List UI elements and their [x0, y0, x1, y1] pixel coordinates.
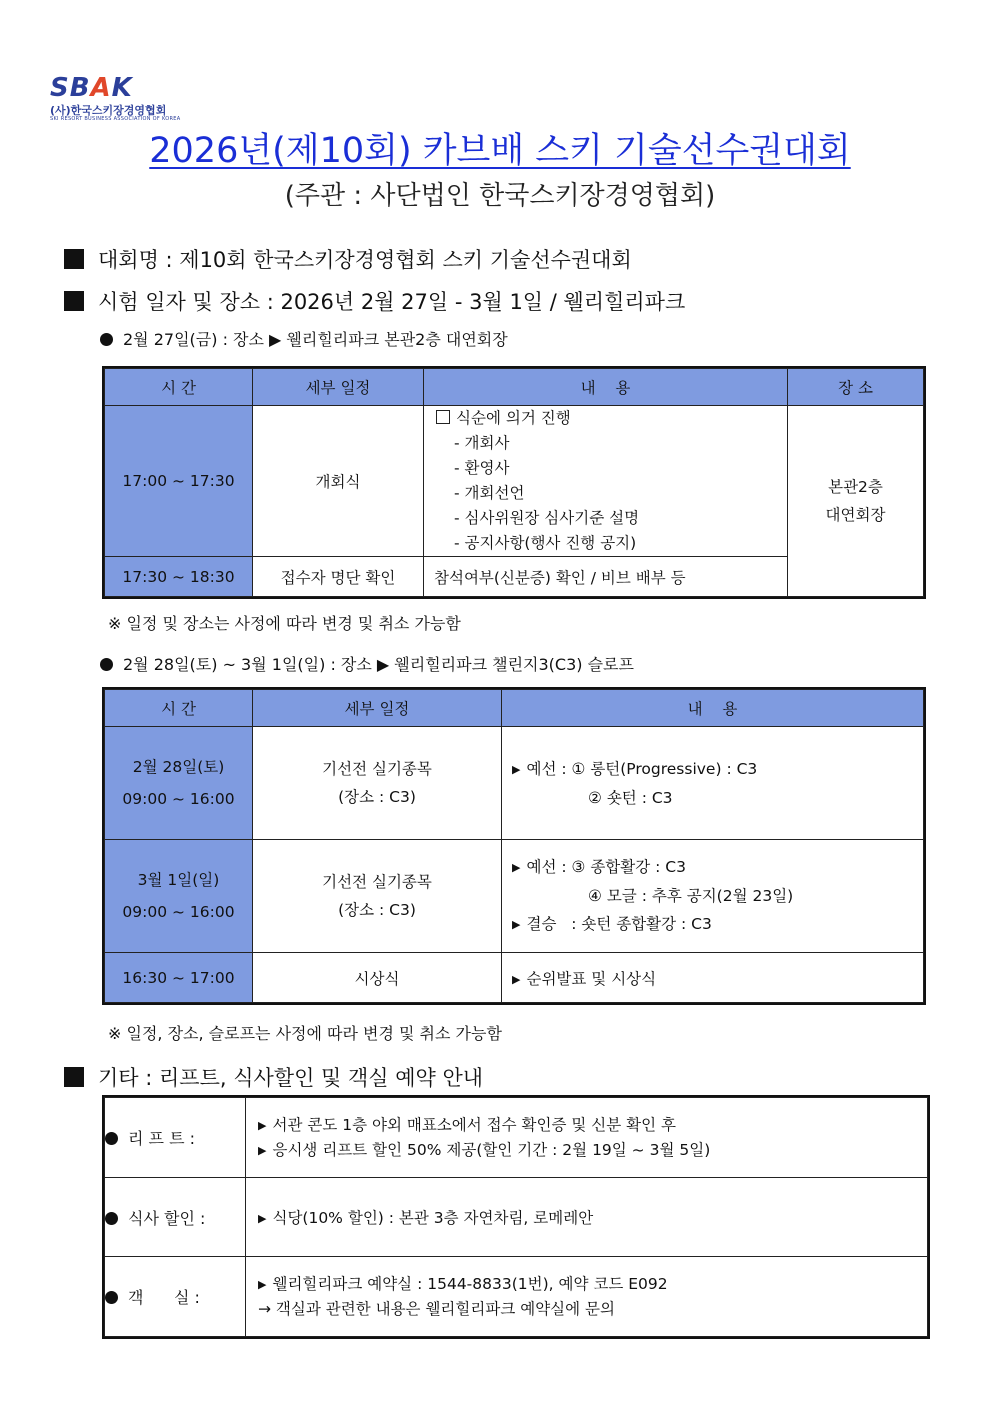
day1-note: ※ 일정 및 장소는 사정에 따라 변경 및 취소 가능함	[108, 614, 461, 633]
triangle-arrow-icon: ▶	[512, 762, 521, 776]
label-text: 리 프 트 :	[105, 1129, 195, 1148]
label-cell	[105, 1178, 246, 1257]
logo-korean-name: (사)한국스키장경영협회	[50, 104, 167, 117]
time-cell: 17:00 ~ 17:30	[105, 406, 253, 557]
day2-schedule-table	[104, 689, 924, 1003]
table-row	[105, 840, 924, 953]
time-cell	[105, 727, 253, 840]
content-cell	[502, 727, 924, 840]
logo-english-name: SKI RESORT BUSINESS ASSOCIATION OF KOREA	[50, 116, 181, 122]
content-line: ▶ 예선 : ③ 종합활강 : C3	[512, 858, 686, 876]
label-text: 객 실 :	[105, 1288, 200, 1307]
triangle-arrow-icon: ▶	[258, 1212, 267, 1225]
day2-bullet: 2월 28일(토) ~ 3월 1일(일) : 장소 ▶ 웰리힐리파크 챌린지3(C3) 슬로프	[100, 652, 634, 675]
content-line: ④ 모글 : 추후 공지(2월 23일)	[588, 887, 794, 905]
time-text: 09:00 ~ 16:00	[122, 903, 235, 921]
event-place: (장소 : C3)	[338, 788, 416, 806]
content-cell	[246, 1257, 928, 1337]
content-line: ▶ 응시생 리프트 할인 50% 제공(할인 기간 : 2월 19일 ~ 3월 5일)	[258, 1140, 711, 1159]
content-line: → 객실과 관련한 내용은 웰리힐리파크 예약실에 문의	[258, 1299, 615, 1318]
label-text: 식사 할인 :	[105, 1209, 205, 1228]
list-item: - 환영사	[454, 459, 510, 477]
content-cell: 참석여부(신분증) 확인 / 비브 배부 등	[424, 557, 788, 597]
col-header-time: 시 간	[105, 690, 253, 727]
section-date-place: 시험 일자 및 장소 : 2026년 2월 27일 - 3월 1일 / 웰리힐리파크	[64, 286, 685, 316]
section-etc: 기타 : 리프트, 식사할인 및 객실 예약 안내	[64, 1062, 483, 1092]
content-cell	[424, 406, 788, 557]
content-cell: ▶ 순위발표 및 시상식	[502, 953, 924, 1003]
place-line: 본관2층	[828, 478, 883, 496]
list-item: - 심사위원장 심사기준 설명	[454, 509, 640, 527]
checkbox-icon	[436, 410, 450, 424]
col-header-content: 내 용	[424, 369, 788, 406]
page-title: 2026년(제10회) 카브배 스키 기술선수권대회	[149, 131, 851, 171]
triangle-arrow-icon: ▶	[512, 918, 521, 931]
table-row	[105, 1178, 928, 1257]
col-header-content: 내 용	[502, 690, 924, 727]
square-bullet-icon	[64, 249, 84, 269]
content-line: ▶ 식당(10% 할인) : 본관 3층 자연차림, 로메레안	[258, 1209, 594, 1227]
triangle-arrow-icon: ▶	[258, 1118, 267, 1132]
circle-bullet-icon	[105, 1291, 118, 1304]
label-cell	[105, 1257, 246, 1337]
event-cell: 시상식	[253, 953, 502, 1003]
list-item: - 개회사	[454, 434, 510, 452]
place-line: 대연회장	[825, 506, 886, 524]
event-cell: 개회식	[253, 406, 424, 557]
circle-bullet-icon	[105, 1132, 118, 1145]
triangle-arrow-icon: ▶	[258, 1143, 267, 1157]
col-header-place: 장 소	[788, 369, 924, 406]
day1-bullet: 2월 27일(금) : 장소 ▶ 웰리힐리파크 본관2층 대연회장	[100, 327, 508, 350]
content-line: ② 숏턴 : C3	[588, 788, 673, 807]
time-cell: 17:30 ~ 18:30	[105, 557, 253, 597]
day1-schedule-table	[104, 368, 924, 597]
content-line: ▶ 결승 : 숏턴 종합활강 : C3	[512, 915, 712, 933]
place-cell	[788, 406, 924, 597]
time-cell	[105, 840, 253, 953]
page-subtitle: (주관 : 사단법인 한국스키장경영협회)	[284, 181, 716, 211]
content-cell	[246, 1178, 928, 1257]
triangle-arrow-icon: ▶	[258, 1277, 267, 1291]
col-header-schedule: 세부 일정	[253, 369, 424, 406]
list-item: - 개회선언	[454, 484, 525, 502]
logo-mark: SBAK	[50, 73, 133, 103]
date-text: 3월 1일(일)	[137, 871, 220, 889]
triangle-arrow-icon: ▶	[512, 972, 521, 986]
content-line: ▶ 서관 콘도 1층 야외 매표소에서 접수 확인증 및 신분 확인 후	[258, 1115, 676, 1134]
content-cell	[246, 1098, 928, 1178]
content-cell	[502, 840, 924, 953]
time-text: 09:00 ~ 16:00	[122, 790, 235, 808]
sbak-logo	[50, 72, 180, 124]
etc-info-table	[104, 1097, 928, 1337]
time-cell: 16:30 ~ 17:00	[105, 953, 253, 1003]
circle-bullet-icon	[100, 333, 113, 346]
col-header-schedule: 세부 일정	[253, 690, 502, 727]
section-competition-name: 대회명 : 제10회 한국스키장경영협회 스키 기술선수권대회	[64, 244, 632, 274]
content-line: ▶ 웰리힐리파크 예약실 : 1544-8833(1번), 예약 코드 E092	[258, 1274, 668, 1293]
event-name: 기선전 실기종목	[322, 760, 432, 778]
col-header-time: 시 간	[105, 369, 253, 406]
table-row	[105, 727, 924, 840]
list-item: - 공지사항(행사 진행 공지)	[454, 534, 637, 552]
table-row	[105, 1098, 928, 1178]
event-cell: 접수자 명단 확인	[253, 557, 424, 597]
circle-bullet-icon	[100, 658, 113, 671]
circle-bullet-icon	[105, 1212, 118, 1225]
event-cell	[253, 840, 502, 953]
event-place: (장소 : C3)	[338, 901, 416, 919]
content-line: ▶ 예선 : ① 롱턴(Progressive) : C3	[512, 759, 758, 778]
table-row	[105, 953, 924, 1003]
label-cell	[105, 1098, 246, 1178]
table-row	[105, 406, 924, 557]
date-text: 2월 28일(토)	[132, 758, 225, 776]
square-bullet-icon	[64, 291, 84, 311]
square-bullet-icon	[64, 1067, 84, 1087]
list-item: 식순에 의거 진행	[436, 406, 787, 431]
day2-note: ※ 일정, 장소, 슬로프는 사정에 따라 변경 및 취소 가능함	[108, 1024, 502, 1043]
event-cell	[253, 727, 502, 840]
triangle-arrow-icon: ▶	[512, 861, 521, 874]
event-name: 기선전 실기종목	[322, 873, 432, 891]
table-row	[105, 1257, 928, 1337]
